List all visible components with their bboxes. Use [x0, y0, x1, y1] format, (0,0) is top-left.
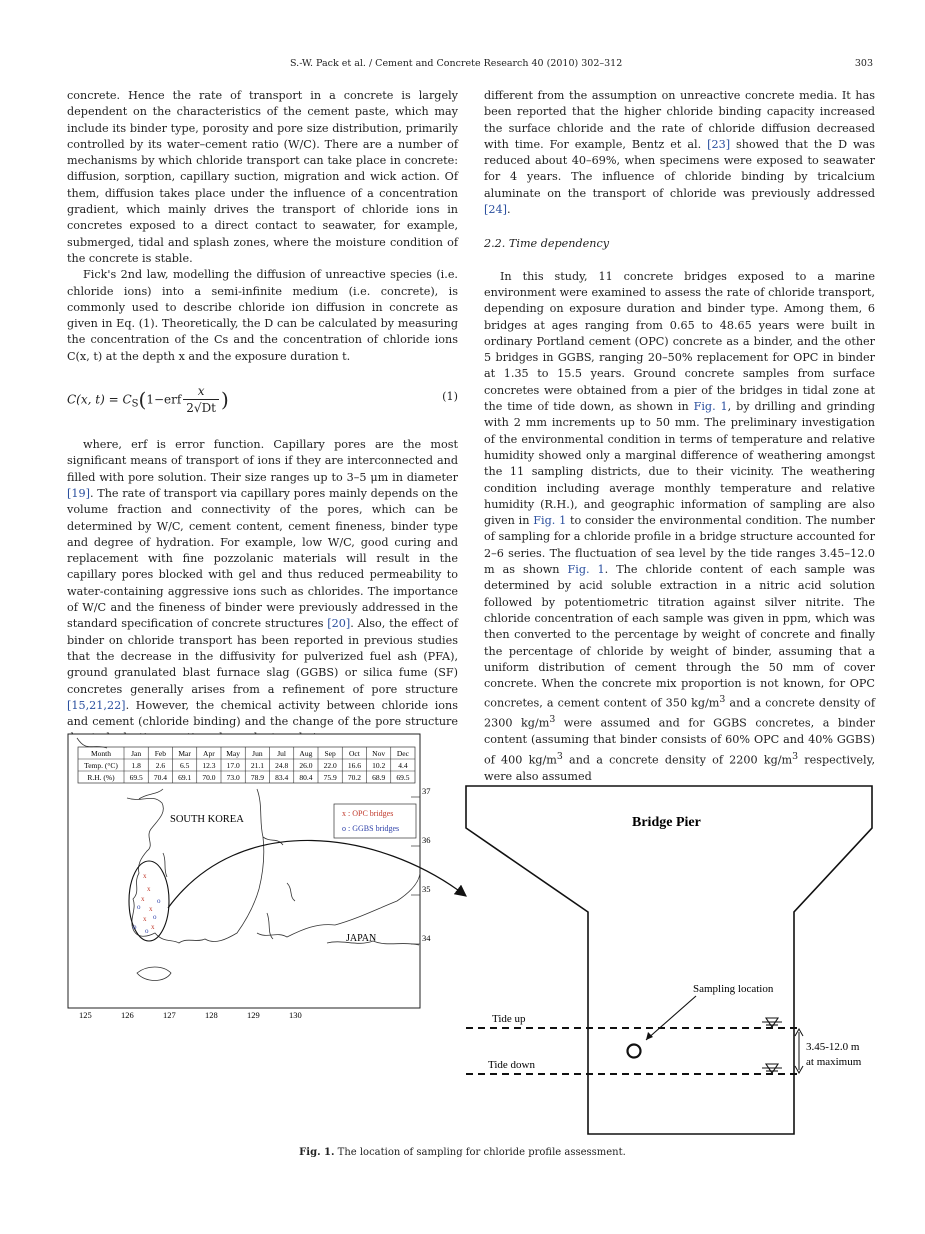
longitude-tick: 129	[247, 1010, 260, 1020]
latitude-tick: 37	[422, 786, 431, 796]
table-cell: Oct	[348, 749, 360, 758]
table-cell: Month	[90, 749, 112, 758]
table-cell: 6.5	[179, 761, 190, 770]
longitude-tick: 128	[205, 1010, 218, 1020]
sampling-location-label: Sampling location	[693, 983, 774, 995]
caption-label: Fig. 1.	[299, 1147, 335, 1158]
text-run: were assumed and for GGBS concretes, a binder content (assuming that binder consists of 60% OPC and 40% GGBS) of 400 kg/m	[484, 717, 875, 767]
opc-marker: x	[141, 895, 145, 903]
table-cell: 80.4	[299, 773, 313, 782]
text-run: . Also, the effect of binder on chloride transport has been reported in previous studies that the decrease in the diffusivity for pulverized fuel ash (PFA), ground granulated blast furnace slag (GGBS) or silica fume (SF) concretes generally arises from a refinement of pore structure	[67, 617, 458, 696]
table-cell: Jul	[277, 749, 287, 758]
eq-erf: 1−erf	[146, 392, 182, 407]
table-cell: 83.4	[275, 773, 289, 782]
table-cell: Jun	[252, 749, 263, 758]
opc-marker: x	[143, 872, 147, 880]
latitude-tick: 34	[422, 933, 431, 943]
figure-caption	[0, 1147, 925, 1158]
eq-sub: S	[131, 398, 139, 410]
paragraph: Fick's 2nd law, modelling the diffusion of unreactive species (i.e. chloride ions) into a semi-infinite medium (i.e. concrete), is commonly used to describe chloride ion diffusion in concrete as given in Eq. (1). Theoretically, the D can be calculated by measuring the concentration of the Cs and the concentration of chloride ions C(x, t) at the depth x and the exposure duration t.	[67, 268, 458, 363]
longitude-tick: 130	[289, 1010, 302, 1020]
equation-expression	[67, 383, 229, 417]
table-cell: 21.1	[250, 761, 264, 770]
tide-down-label: Tide down	[488, 1059, 535, 1071]
pier-outline	[466, 786, 872, 1134]
ggbs-marker: o	[145, 927, 149, 935]
table-cell: 73.0	[226, 773, 240, 782]
table-cell: 70.0	[202, 773, 216, 782]
ggbs-marker: o	[137, 903, 141, 911]
text-run: different from the assumption on unreactive concrete media. It has been reported that the higher chloride binding capacity increased the surface chloride and the rate of chloride diffusion decreased with time. For example, Bentz et al.	[484, 89, 875, 151]
section-heading: 2.2. Time dependency	[484, 237, 610, 251]
table-cell: 1.8	[131, 761, 141, 770]
eq-paren-close: )	[221, 387, 229, 412]
opc-marker: x	[143, 915, 147, 923]
pier-title: Bridge Pier	[632, 815, 701, 830]
text-run: showed that the D was reduced about 40–69%, when specimens were exposed to seawater for 4 years. The influence of chloride binding by tricalcium aluminate on the transport of chloride was previously addressed	[484, 137, 876, 200]
text-run: to consider the environmental condition. The number of sampling for a chloride profile in a bridge structure accounted for 2–6 series. The fluctuation of sea level by the tide ranges 3.45–12.0 m as shown	[484, 514, 876, 577]
table-cell: Jan	[131, 749, 142, 758]
tide-up-label: Tide up	[492, 1013, 526, 1025]
citation-link[interactable]: [19]	[67, 486, 90, 500]
figure-link[interactable]: Fig. 1	[533, 514, 567, 528]
table-cell: 16.6	[347, 761, 361, 770]
journal-citation: S.-W. Pack et al. / Cement and Concrete Research 40 (2010) 302–312	[290, 58, 623, 69]
table-cell: Aug	[299, 749, 313, 758]
opc-marker: x	[147, 885, 151, 893]
text-run: In this study, 11 concrete bridges exposed to a marine environment were examined to assess the rate of chloride transport, depending on exposure duration and binder type. Among them, 6 bridges at ages ranging from 0.65 to 48.65 years were built in ordinary Portland cement (OPC) concrete as a binder, and the other 5 bridges in GGBS, ranging 20–50% replacement for OPC in binder at 1.35 to 15.5 years. Ground concrete samples from surface concretes were obtained from a pier of the bridges in tidal zone at the time of tide down, as shown in	[484, 269, 875, 414]
superscript: 3	[549, 714, 556, 726]
bridge-pier-diagram	[462, 782, 882, 1137]
table-cell: 17.0	[226, 761, 240, 770]
arrow-curve	[168, 840, 466, 908]
opc-marker: x	[149, 905, 153, 913]
legend-opc: x : OPC bridges	[342, 809, 394, 818]
ggbs-marker: o	[153, 913, 157, 921]
page-number: 303	[854, 58, 873, 69]
text-run: where, erf is error function. Capillary pores are the most significant means of transport of ions if they are interconnected and filled with pore solution. Their size ranges up to 3–5 μm in diameter	[67, 438, 458, 484]
left-column	[67, 88, 458, 747]
longitude-ticks	[79, 1010, 302, 1020]
table-cell: 24.8	[275, 761, 289, 770]
text-run: . The chloride content of each sample was determined by acid soluble extraction in a nitric acid solution followed by potentiometric titration against silver nitrite. The chloride concentration of each sample was given in ppm, which was then converted to the percentage by weight of concrete and finally the percentage of chloride by weight of binder, assuming that a uniform distribution of cement through the 50 mm of cover concrete. When the concrete mix proportion is not known, for OPC concretes, a cement content of 350 kg/m	[484, 563, 876, 711]
eq-paren-open: (	[138, 387, 147, 412]
table-cell: 22.0	[323, 761, 337, 770]
table-cell: 69.1	[178, 773, 192, 782]
citation-link[interactable]: [20]	[327, 617, 351, 631]
citation-link[interactable]: [15,21,22]	[67, 698, 126, 712]
paragraph: concrete. Hence the rate of transport in a concrete is largely dependent on the characteristics of the cement paste, which may include its binder type, porosity and pore size distribution, primarily controlled by its water–cement ratio (W/C). There are a number of mechanisms by which chloride transport can take place in concrete: diffusion, sorption, capillary suction, migration and wick action. Of them, diffusion takes place under the influence of a concentration gradient, which mainly drives the transport of chloride ions in concretes exposed to a direct contact to seawater, for example, submerged, tidal and splash zones, where the moisture condition of the concrete is stable.	[67, 89, 458, 265]
equation-number: (1)	[442, 390, 458, 404]
figure-link[interactable]: Fig. 1	[693, 400, 728, 414]
superscript: 3	[719, 694, 726, 706]
tide-range-value: 3.45-12.0 m	[806, 1041, 860, 1053]
caption-text: The location of sampling for chloride profile assessment.	[334, 1147, 626, 1158]
connector-arrow	[160, 820, 480, 940]
eq-denominator: 2√Dt	[186, 401, 217, 416]
table-cell: 70.4	[153, 773, 167, 782]
table-cell: Dec	[396, 749, 409, 758]
ggbs-marker: o	[157, 897, 161, 905]
table-cell: 2.6	[155, 761, 166, 770]
text-run: . The rate of transport via capillary pores mainly depends on the volume fraction and connectivity of the pores, which can be determined by W/C, cement content, cement fineness, binder type and degree of hydration. For example, low W/C, good curing and replacement with fine pozzolanic materials will result in the capillary pores blocked with gel and thus reduced permeability to water-containing aggressive ions such as chlorides. The importance of W/C and the fineness of binder were previously addressed in the standard specification of concrete structures	[67, 486, 458, 631]
table-cell: Mar	[178, 749, 191, 758]
table-cell: Apr	[203, 749, 215, 758]
longitude-tick: 125	[79, 1010, 92, 1020]
latitude-tick: 35	[422, 884, 431, 894]
table-cell: 26.0	[299, 761, 313, 770]
table-cell: May	[226, 749, 240, 758]
table-cell: 75.9	[323, 773, 337, 782]
table-cell: 4.4	[398, 761, 408, 770]
text-run: respectively, were also assumed	[484, 753, 875, 783]
superscript: 3	[556, 750, 563, 762]
right-column	[484, 88, 875, 785]
eq-fraction	[183, 383, 219, 417]
weather-table	[78, 747, 415, 783]
label-south-korea: SOUTH KOREA	[170, 814, 244, 825]
table-cell: Nov	[372, 749, 386, 758]
paragraph	[67, 437, 458, 747]
table-cell: 12.3	[202, 761, 216, 770]
superscript: 3	[792, 750, 799, 762]
opc-marker: x	[151, 923, 155, 931]
label-japan: JAPAN	[346, 933, 377, 944]
table-cell: 69.5	[129, 773, 143, 782]
tide-range-note: at maximum	[806, 1056, 862, 1068]
legend-ggbs: o : GGBS bridges	[342, 824, 400, 833]
figure-link[interactable]: Fig. 1	[567, 563, 605, 577]
longitude-tick: 127	[163, 1010, 176, 1020]
table-cell: R.H. (%)	[87, 773, 115, 782]
citation-link[interactable]: [24]	[484, 203, 507, 217]
running-header	[0, 58, 925, 72]
paragraph	[484, 88, 875, 218]
table-cell: 10.2	[372, 761, 386, 770]
table-cell: Temp. (°C)	[84, 761, 118, 770]
table-cell: Feb	[154, 749, 166, 758]
table-cell: 68.9	[372, 773, 386, 782]
text-run: , by drilling and grinding with 2 mm increments up to 50 mm. The preliminary investigation of the environmental condition in terms of temperature and relative humidity showed only a marginal difference of weathering amongst the 11 sampling districts, due to their vicinity. The weathering condition including average monthly temperature and relative humidity (R.H.), and geographic information of sampling are also given in	[484, 400, 875, 528]
text-run: .	[506, 203, 511, 217]
citation-link[interactable]: [23]	[707, 137, 731, 151]
equation-1	[67, 373, 458, 423]
table-cell: Sep	[324, 749, 336, 758]
ggbs-marker: o	[133, 923, 137, 931]
table-cell: 69.5	[396, 773, 410, 782]
text-run: and a concrete density of 2200 kg/m	[562, 753, 793, 767]
paragraph	[484, 269, 875, 785]
table-cell: 70.2	[347, 773, 361, 782]
eq-lhs: C(x, t) = C	[67, 392, 132, 407]
tide-range-dimension	[795, 1029, 803, 1073]
text-run: and a concrete density of 2300 kg/m	[484, 697, 876, 731]
table-cell: 78.9	[250, 773, 264, 782]
eq-numerator: x	[183, 383, 219, 400]
latitude-tick: 36	[422, 835, 431, 845]
longitude-tick: 126	[121, 1010, 134, 1020]
text-run: . However, the chemical activity between chloride ions and cement (chloride binding) and the change of the pore structure	[67, 698, 458, 729]
